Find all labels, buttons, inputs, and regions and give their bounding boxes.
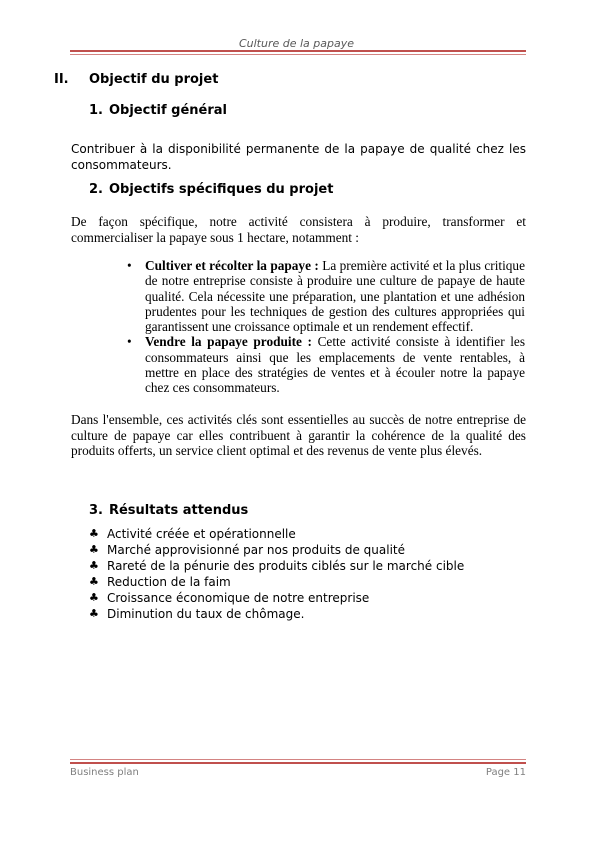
club-bullet-icon: ♣ — [89, 527, 99, 540]
bullet-bold-label: Cultiver et récolter la papaye : — [145, 258, 319, 273]
club-bullet-icon: ♣ — [89, 607, 99, 620]
objective-general-text: Contribuer à la disponibilité permanente de la papaye de qualité chez les consommateurs. — [71, 142, 526, 172]
subheading-2-title: Objectifs spécifiques du projet — [108, 182, 334, 197]
bullet-bold-label: Vendre la papaye produite : — [145, 334, 312, 350]
section-number: II. — [54, 72, 69, 87]
specific-objectives-intro: De façon spécifique, notre activité consistera à produire, transformer et commercialiser la papaye sous 1 hectare, notamment : — [71, 214, 526, 245]
result-text: Croissance économique de notre entreprise — [107, 591, 370, 605]
conclusion-paragraph: Dans l'ensemble, ces activités clés sont essentielles au succès de notre entreprise de culture de papaye car elles contribuent à garantir la cohérence de la qualité des produits offerts, un service client optimal et des revenus de vente plus élevés. — [71, 412, 526, 458]
subheading-1-title: Objectif général — [108, 103, 228, 118]
footer-rule — [70, 762, 526, 764]
expected-results-list — [89, 526, 464, 622]
subheading-2-number: 2. — [89, 182, 103, 197]
list-item — [89, 542, 464, 558]
subheading-3 — [89, 503, 248, 518]
header-rule-thin — [70, 54, 526, 55]
section-heading — [54, 72, 218, 87]
result-text: Rareté de la pénurie des produits ciblés sur le marché cible — [107, 559, 465, 573]
footer-page-number: Page 11 — [485, 767, 526, 778]
subheading-3-number: 3. — [89, 503, 103, 518]
list-item — [89, 526, 464, 542]
list-item — [89, 606, 464, 622]
footer-document-name: Business plan — [70, 767, 139, 778]
section-title: Objectif du projet — [89, 72, 219, 87]
bullet-dot-icon: • — [127, 334, 132, 350]
list-item — [89, 590, 464, 606]
specific-objectives-list — [127, 258, 525, 396]
result-text: Activité créée et opérationnelle — [107, 527, 296, 541]
result-text: Marché approvisionné par nos produits de qualité — [107, 543, 405, 557]
list-item — [89, 574, 464, 590]
running-header: Culture de la papaye — [238, 37, 355, 50]
club-bullet-icon: ♣ — [89, 559, 99, 572]
bullet-text: La première activité et la plus critique de notre entreprise consiste à produire une culture de papaye de haute qualité. Cela nécessite une préparation, une plantation et une adhésion prudentes pour les techniques de gestion des cultures appropriées qui garantissent une croissance optimale et un rendement effectif. — [145, 258, 525, 335]
subheading-3-title: Résultats attendus — [108, 503, 249, 518]
bullet-text: Cette activité consiste à identifier les consommateurs ainsi que les emplacements de vente rentables, à mettre en place des stratégies de ventes et à écouler notre la papaye chez ces consommateurs. — [145, 334, 525, 396]
header-rule — [70, 50, 526, 52]
subheading-2 — [89, 182, 333, 197]
result-text: Diminution du taux de chômage. — [107, 607, 305, 621]
list-item — [89, 558, 464, 574]
subheading-1 — [89, 103, 227, 118]
bullet-dot-icon: • — [127, 258, 132, 273]
club-bullet-icon: ♣ — [89, 575, 99, 588]
list-item — [127, 258, 525, 334]
club-bullet-icon: ♣ — [89, 591, 99, 604]
footer-rule-thin — [70, 759, 526, 760]
subheading-1-number: 1. — [89, 103, 103, 118]
club-bullet-icon: ♣ — [89, 543, 99, 556]
result-text: Reduction de la faim — [107, 575, 231, 589]
list-item — [127, 334, 525, 395]
